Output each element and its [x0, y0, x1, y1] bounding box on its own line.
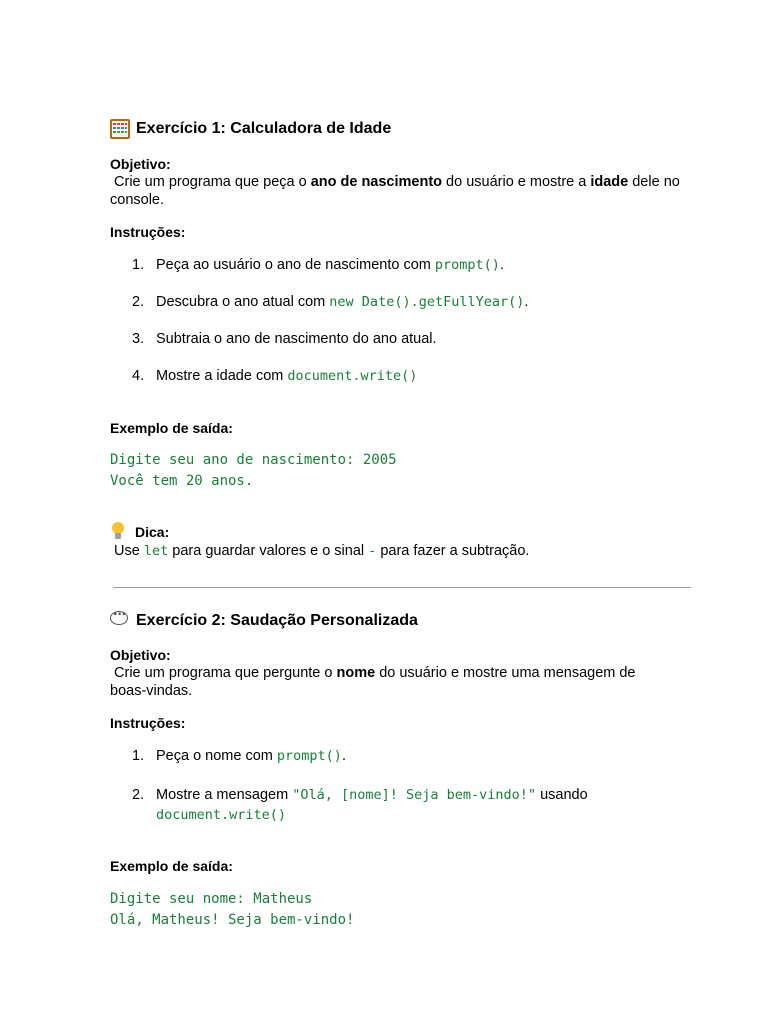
- section-divider: [113, 587, 691, 588]
- abacus-icon: [110, 119, 130, 139]
- exercise-2-objective-text: Crie um programa que pergunte o nome do usuário e mostre uma mensagem de boas-vindas.: [110, 665, 636, 699]
- exercise-1-title-text: Exercício 1: Calculadora de Idade: [136, 120, 392, 137]
- exercise-1-step-2: 2. Descubra o ano atual com new Date().getFullYear().: [132, 294, 529, 310]
- exercise-1-tip-text: Use let para guardar valores e o sinal - para fazer a subtração.: [114, 543, 530, 559]
- exercise-2-output-line-2: Olá, Matheus! Seja bem-vindo!: [110, 912, 355, 928]
- exercise-1-step-4: 4. Mostre a idade com document.write(): [132, 368, 418, 384]
- exercise-2-step-2: 2. Mostre a mensagem "Olá, [nome]! Seja bem-vindo!" usando document.write(): [132, 787, 588, 823]
- exercise-1-title: [110, 119, 391, 139]
- exercise-1-output-line-2: Você tem 20 anos.: [110, 473, 254, 489]
- exercise-1-instructions-label: Instruções:: [110, 224, 186, 240]
- exercise-1-tip-label: [110, 522, 169, 542]
- tip-label-text: Dica:: [135, 524, 170, 540]
- exercise-2-output-label: Exemplo de saída:: [110, 858, 233, 874]
- lightbulb-icon: [110, 522, 130, 542]
- exercise-2-title: [110, 611, 418, 631]
- exercise-1-step-1: 1. Peça ao usuário o ano de nascimento com prompt().: [132, 257, 504, 273]
- exercise-2-objective-label: Objetivo:: [110, 647, 171, 663]
- exercise-2-instructions-label: Instruções:: [110, 715, 186, 731]
- exercise-1-output-line-1: Digite seu ano de nascimento: 2005: [110, 452, 397, 468]
- speech-bubble-icon: [110, 611, 130, 631]
- exercise-1-output-label: Exemplo de saída:: [110, 420, 233, 436]
- exercise-1-step-3: 3. Subtraia o ano de nascimento do ano atual.: [132, 331, 437, 347]
- exercise-2-output-line-1: Digite seu nome: Matheus: [110, 891, 313, 907]
- exercise-2-title-text: Exercício 2: Saudação Personalizada: [136, 612, 418, 629]
- exercise-1-objective-text: Crie um programa que peça o ano de nascimento do usuário e mostre a idade dele no console.: [110, 174, 680, 208]
- exercise-2-step-1: 1. Peça o nome com prompt().: [132, 748, 346, 764]
- exercise-1-objective-label: Objetivo:: [110, 156, 171, 172]
